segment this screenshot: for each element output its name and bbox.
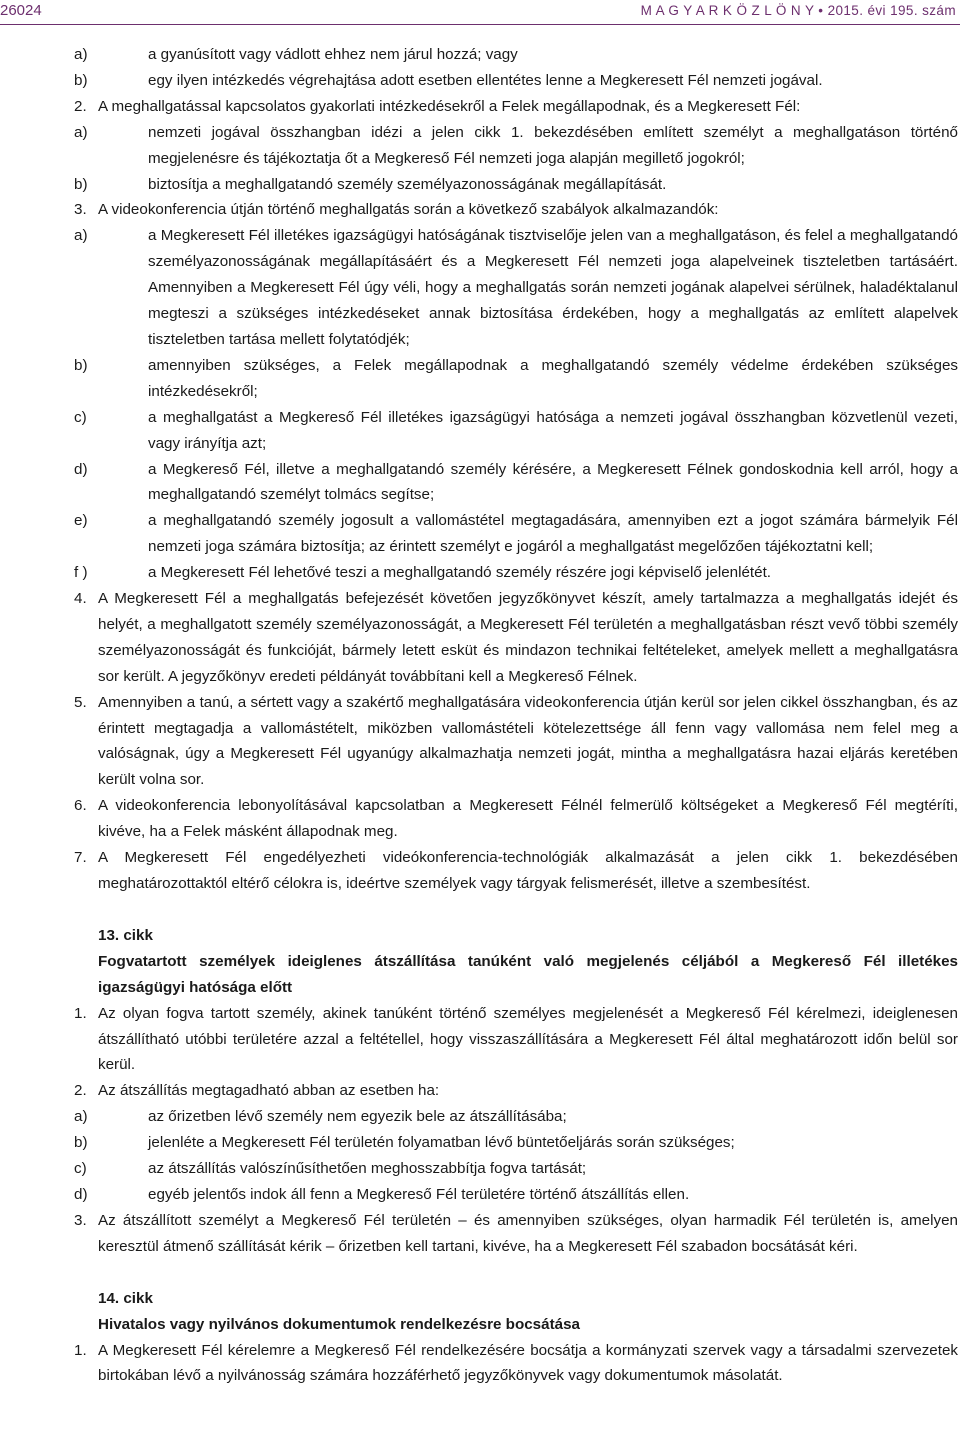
running-head: M A G Y A R K Ö Z L Ö N Y • 2015. évi 195. szám: [640, 3, 956, 18]
lettered-point: [0, 1182, 958, 1208]
item-marker: 1.: [74, 1341, 87, 1359]
item-marker: e): [74, 512, 88, 530]
item-marker: c): [74, 1160, 87, 1178]
item-text: A Megkeresett Fél kérelemre a Megkereső Fél rendelkezésére bocsátja a kormányzati szervek vagy a társadalmi szervezetek birtokában lévő a nyilvánosság számára hozzáférhető jegyzőkönyvek vagy dokumentumok másolatát.: [98, 1341, 958, 1385]
item-marker: 2.: [74, 1082, 87, 1100]
article-heading-text: 13. cikk: [98, 926, 153, 944]
item-marker: 2.: [74, 97, 87, 115]
lettered-point: [0, 42, 958, 68]
item-text: egyéb jelentős indok áll fenn a Megkereső Fél területére történő átszállítás ellen.: [148, 1185, 690, 1203]
page-number: 26024: [0, 2, 42, 19]
lettered-point: [0, 1156, 958, 1182]
item-marker: b): [74, 356, 88, 374]
numbered-paragraph: [0, 1001, 958, 1079]
item-text: a meghallgatandó személy jogosult a vallomástétel megtagadására, amennyiben ezt a jogot számára bármelyik Fél nemzeti joga számára biztosítja; az érintett személyt e jogáról a meghallgatást megelőzően tájékoztatni kell;: [148, 512, 958, 556]
item-text: az átszállítás valószínűsíthetően meghosszabbítja fogva tartását;: [148, 1160, 587, 1178]
lettered-point: [0, 353, 958, 405]
item-text: A Megkeresett Fél engedélyezheti videókonferencia-technológiák alkalmazását a jelen cikk 1. bekezdésében meghatározottaktól eltérő célokra is, ideértve személyek vagy tárgyak felismerését, illetve a szembesítést.: [98, 849, 958, 892]
item-text: a meghallgatást a Megkereső Fél illetékes igazságügyi hatósága a nemzeti jogával összhangban közvetlenül vezeti, vagy irányítja azt;: [148, 408, 958, 452]
lettered-point: [0, 120, 958, 172]
numbered-paragraph: [0, 1078, 958, 1104]
item-marker: f ): [74, 564, 88, 582]
item-marker: d): [74, 1185, 88, 1203]
item-marker: a): [74, 227, 88, 245]
item-marker: 1.: [74, 1004, 87, 1022]
item-marker: a): [74, 1108, 88, 1126]
item-text: az őrizetben lévő személy nem egyezik bele az átszállításába;: [148, 1108, 567, 1126]
lettered-point: [0, 68, 958, 94]
item-marker: c): [74, 408, 87, 426]
numbered-paragraph: [0, 793, 958, 845]
item-text: jelenléte a Megkeresett Fél területén folyamatban lévő büntetőeljárás során szükséges;: [148, 1134, 735, 1152]
lettered-point: [0, 172, 958, 198]
numbered-paragraph: [0, 1208, 958, 1260]
article-heading-text: 14. cikk: [98, 1289, 153, 1307]
numbered-paragraph: [0, 690, 958, 794]
item-marker: a): [74, 123, 88, 141]
item-marker: 3.: [74, 1211, 87, 1229]
item-marker: b): [74, 1134, 88, 1152]
item-text: Amennyiben a tanú, a sértett vagy a szakértő meghallgatására videokonferencia útján kerül sor jelen cikkel összhangban, és az érintett megtagadja a vallomástételt, miközben vallomástételi kötelezettsége áll fenn vagy vallomása nem felel meg a valóságnak, úgy a Megkeresett Fél ugyanúgy alkalmazhatja nemzeti jogát, mintha a meghallgatásra hazai eljárás keretében került volna sor.: [98, 693, 958, 789]
item-marker: d): [74, 460, 88, 478]
item-marker: a): [74, 46, 88, 63]
item-text: A meghallgatással kapcsolatos gyakorlati intézkedésekről a Felek megállapodnak, és a Megkeresett Fél:: [98, 97, 801, 115]
lettered-point: [0, 508, 958, 560]
article-heading: [0, 923, 958, 949]
lettered-point: [0, 223, 958, 353]
article-heading: [0, 949, 958, 1001]
item-marker: b): [74, 175, 88, 193]
item-text: A videokonferencia útján történő meghallgatás során a következő szabályok alkalmazandók:: [98, 201, 719, 219]
page-header: [0, 0, 960, 25]
section-gap: [0, 1260, 958, 1286]
document-body: [0, 42, 958, 1389]
numbered-paragraph: [0, 197, 958, 223]
item-marker: 7.: [74, 849, 87, 867]
article-heading: [0, 1312, 958, 1338]
item-text: biztosítja a meghallgatandó személy személyazonosságának megállapítását.: [148, 175, 667, 193]
item-text: a gyanúsított vagy vádlott ehhez nem járul hozzá; vagy: [148, 46, 518, 63]
item-text: Az olyan fogva tartott személy, akinek tanúként történő személyes megjelenését a Megkereső Fél kérelmezi, ideiglenesen átszállítható utóbbi területére azzal a feltétellel, hogy visszaszállítására a Megkeresett Fél által meghatározott időn belül sor kerül.: [98, 1004, 958, 1074]
item-marker: 5.: [74, 693, 87, 711]
numbered-paragraph: [0, 94, 958, 120]
lettered-point: [0, 457, 958, 509]
item-text: amennyiben szükséges, a Felek megállapodnak a meghallgatandó személy védelme érdekében szükséges intézkedésekről;: [148, 356, 958, 400]
item-marker: b): [74, 71, 88, 89]
item-marker: 6.: [74, 797, 87, 815]
item-text: Az átszállított személyt a Megkereső Fél területén – és amennyiben szükséges, olyan harmadik Fél területén is, amelyen keresztül átmenő szállítását kérik – őrizetben kell tartani, kivéve, ha a Megkeresett Fél szabadon bocsátását kéri.: [98, 1211, 958, 1255]
item-text: A videokonferencia lebonyolításával kapcsolatban a Megkeresett Félnél felmerülő költségeket a Megkereső Fél megtéríti, kivéve, ha a Felek másként állapodnak meg.: [98, 797, 958, 841]
numbered-paragraph: [0, 845, 958, 897]
item-marker: 4.: [74, 590, 87, 608]
numbered-paragraph: [0, 586, 958, 690]
section-gap: [0, 897, 958, 923]
article-heading-text: Hivatalos vagy nyilvános dokumentumok rendelkezésre bocsátása: [98, 1315, 580, 1333]
article-heading: [0, 1286, 958, 1312]
item-text: a Megkeresett Fél illetékes igazságügyi hatóságának tisztviselője jelen van a meghallgatáson, és felel a meghallgatandó személyazonosságának megállapításáért és a Megkeresett Fél nemzeti joga alapelveinek tiszteletben tartásáért. Amennyiben a Megkeresett Fél úgy véli, hogy a meghallgatás során nemzeti jogának alapelvei sérülnek, haladéktalanul megteszi a szükséges intézkedéseket annak biztosítása érdekében, hogy a meghallgatás az említett alapelvek tiszteletben tartása mellett folytatódjék;: [148, 227, 958, 348]
lettered-point: [0, 405, 958, 457]
item-text: egy ilyen intézkedés végrehajtása adott esetben ellentétes lenne a Megkeresett Fél nemzeti jogával.: [148, 71, 823, 89]
lettered-point: [0, 1130, 958, 1156]
item-text: Az átszállítás megtagadható abban az esetben ha:: [98, 1082, 440, 1100]
article-heading-text: Fogvatartott személyek ideiglenes átszállítása tanúként való megjelenés céljából a Megkereső Fél illetékes igazságügyi hatósága előtt: [98, 952, 958, 996]
item-text: a Megkereső Fél, illetve a meghallgatandó személy kérésére, a Megkeresett Félnek gondoskodnia kell arról, hogy a meghallgatandó személyt tolmács segítse;: [148, 460, 958, 504]
item-marker: 3.: [74, 201, 87, 219]
item-text: nemzeti jogával összhangban idézi a jelen cikk 1. bekezdésében említett személyt a meghallgatáson történő megjelenésre és tájékoztatja őt a Megkereső Fél nemzeti joga alapján megillető jogokról;: [148, 123, 958, 167]
item-text: A Megkeresett Fél a meghallgatás befejezését követően jegyzőkönyvet készít, amely tartalmazza a meghallgatás idejét és helyét, a meghallgatott személy személyazonosságát, a Megkeresett Fél területén a meghallgatásban részt vevő többi személy személyazonosságát és funkcióját, bármely letett esküt és mindazon technikai feltételeket, amelyek mellett a meghallgatásra sor került. A jegyzőkönyv eredeti példányát továbbítani kell a Megkereső Félnek.: [98, 590, 958, 685]
lettered-point: [0, 560, 958, 586]
numbered-paragraph: [0, 1338, 958, 1390]
item-text: a Megkeresett Fél lehetővé teszi a meghallgatandó személy részére jogi képviselő jelenlétét.: [148, 564, 772, 582]
lettered-point: [0, 1104, 958, 1130]
